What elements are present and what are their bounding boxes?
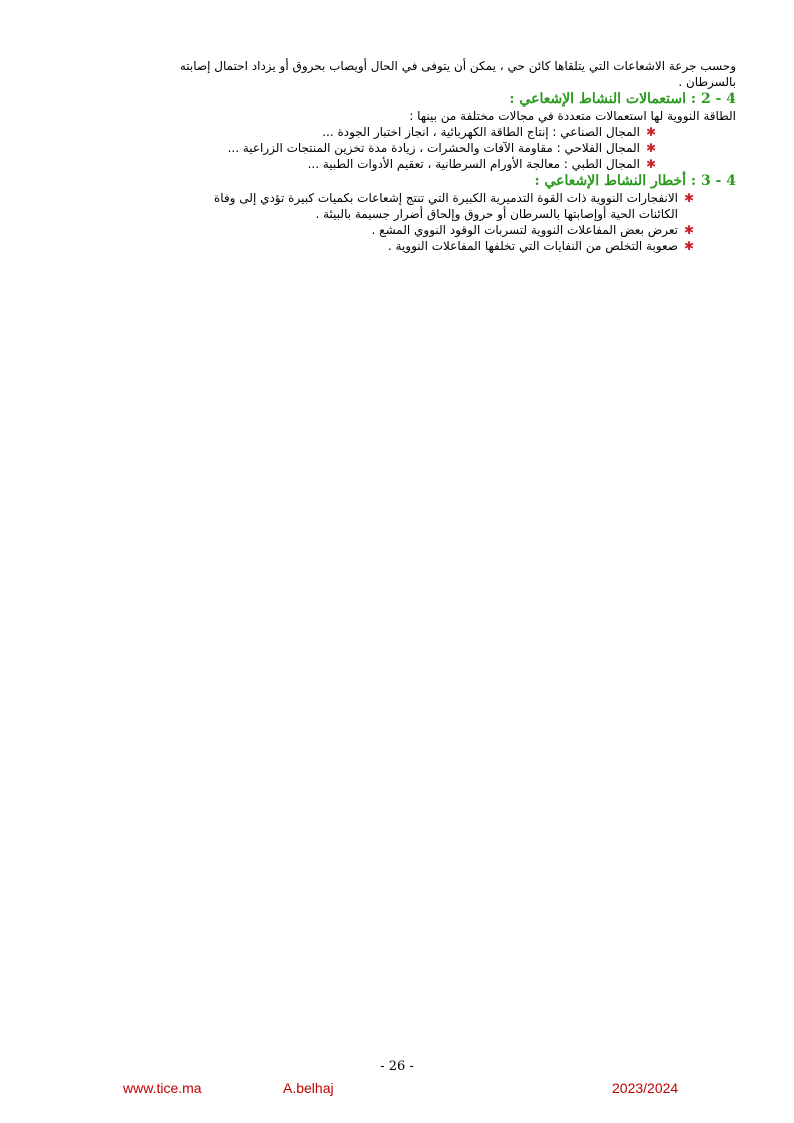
section-uses-heading	[60, 90, 736, 108]
list-item-text: صعوبة التخلص من النفايات التي تخلفها المفاعلات النووية .	[387, 239, 678, 253]
list-item-text: تعرض بعض المفاعلات النووية لتسربات الوقود النووي المشع .	[371, 223, 678, 237]
list-item	[60, 222, 696, 238]
page-number: - 26 -	[380, 1059, 414, 1074]
footer-website: www.tice.ma	[123, 1080, 202, 1096]
list-item-text: المجال الطبي : معالجة الأورام السرطانية ، تعقيم الأدوات الطبية ...	[307, 157, 640, 171]
asterisk-bullet-icon: ✱	[683, 239, 694, 253]
list-item-text: المجال الصناعي : إنتاج الطاقة الكهربائية ، انجاز اختبار الجودة ...	[322, 125, 640, 139]
asterisk-bullet-icon: ✱	[645, 141, 656, 155]
list-item	[60, 124, 658, 140]
footer-author: A.belhaj	[283, 1080, 334, 1096]
intro-line-2: بالسرطان .	[678, 75, 736, 89]
section-dangers-number: 4 - 3 :	[690, 173, 736, 189]
document-body	[60, 58, 736, 254]
section-uses-number: 4 - 2 :	[690, 91, 736, 107]
section-uses-intro: الطاقة النووية لها استعمالات متعددة في مجالات مختلفة من بينها :	[409, 109, 736, 123]
list-item	[60, 156, 658, 172]
asterisk-bullet-icon: ✱	[683, 191, 694, 205]
asterisk-bullet-icon: ✱	[683, 223, 694, 237]
uses-list	[60, 124, 678, 172]
section-dangers-heading	[60, 172, 736, 190]
list-item-text-continued: الكائنات الحية أوإصابتها بالسرطان أو حروق وإلحاق أضرار جسيمة بالبيئة .	[315, 207, 678, 221]
dangers-list	[60, 190, 696, 254]
footer-year: 2023/2024	[612, 1080, 679, 1096]
list-item	[60, 238, 696, 254]
list-item	[60, 140, 658, 156]
list-item-text: المجال الفلاحي : مقاومة الآفات والحشرات ، زيادة مدة تخزين المنتجات الزراعية ...	[227, 141, 640, 155]
section-dangers-title: أخطار النشاط الإشعاعي :	[534, 173, 687, 189]
asterisk-bullet-icon: ✱	[645, 157, 656, 171]
intro-line-1: وحسب جرعة الاشعاعات التي يتلقاها كائن حي ، يمكن أن يتوفى في الحال أويصاب بحروق أو يزداد احتمال إصابته	[179, 59, 736, 73]
asterisk-bullet-icon: ✱	[645, 125, 656, 139]
list-item-text: الانفجارات النووية ذات القوة التدميرية الكبيرة التي تنتج إشعاعات بكميات كبيرة تؤدي إلى وفاة	[214, 191, 678, 205]
section-uses-title: استعمالات النشاط الإشعاعي :	[509, 91, 687, 107]
list-item	[60, 190, 696, 222]
